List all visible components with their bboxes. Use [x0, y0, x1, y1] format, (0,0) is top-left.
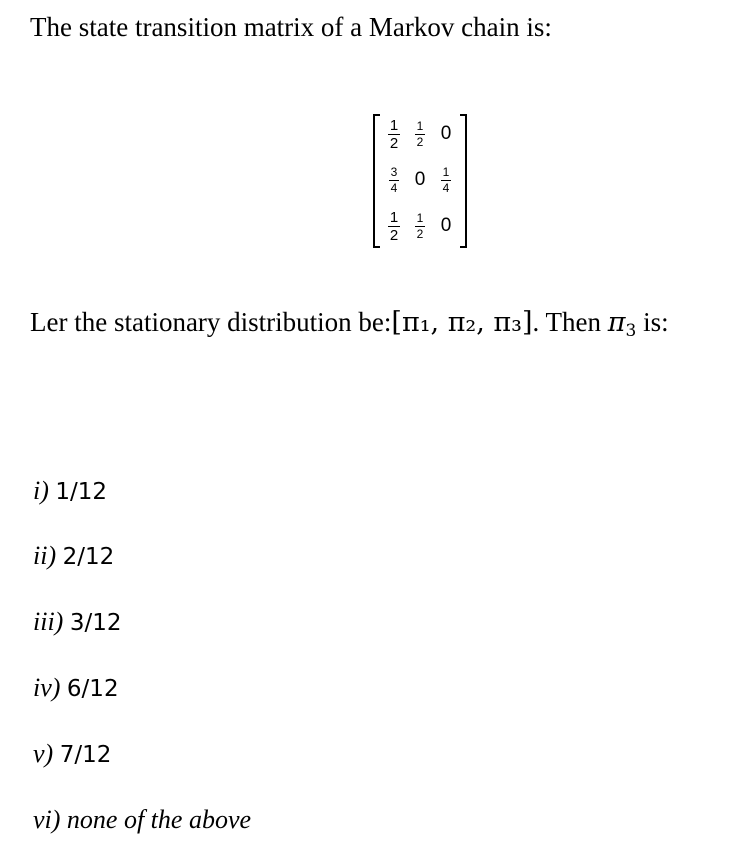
option-iv[interactable] — [33, 673, 119, 703]
option-i[interactable] — [33, 476, 107, 506]
option-ii[interactable] — [33, 541, 114, 571]
option-value: 6/12 — [66, 676, 119, 702]
option-label: ii) — [33, 541, 63, 570]
option-label: vi) — [33, 805, 67, 834]
matrix-cell-r0-c1: $\frac{1}{2}$ — [416, 118, 424, 149]
matrix-cell-r0-c0: $\frac{1}{2}$ — [389, 116, 399, 152]
pi-subscript: 3 — [625, 321, 637, 341]
matrix-cell-r0-c2: 0 — [440, 123, 452, 144]
pi-symbol: π — [607, 307, 626, 338]
option-value: none of the above — [66, 805, 252, 834]
option-value: 7/12 — [59, 742, 112, 768]
matrix-cell-r1-c1: 0 — [414, 169, 426, 190]
option-iii[interactable] — [33, 607, 122, 637]
stationary-prefix: Ler the stationary distribution be: — [30, 307, 392, 337]
matrix-cell-r1-c0: $\frac{3}{4}$ — [390, 164, 398, 195]
stationary-question — [30, 307, 669, 341]
option-label: i) — [33, 476, 56, 505]
matrix-left-bracket — [373, 114, 380, 248]
option-label: iv) — [33, 673, 67, 702]
option-value: 3/12 — [69, 610, 122, 636]
option-vi[interactable] — [33, 805, 251, 835]
matrix-right-bracket — [460, 114, 467, 248]
option-label: v) — [33, 739, 60, 768]
stationary-vector: [π₁, π₂, π₃] — [391, 307, 533, 338]
transition-matrix — [373, 112, 467, 250]
matrix-cell-r2-c2: 0 — [440, 215, 452, 236]
option-value: 2/12 — [62, 544, 115, 570]
stationary-middle: . Then — [532, 307, 608, 337]
stationary-suffix: is: — [636, 307, 669, 337]
matrix-cell-r1-c2: $\frac{1}{4}$ — [442, 164, 450, 195]
matrix-cell-r2-c0: $\frac{1}{2}$ — [389, 208, 399, 244]
option-label: iii) — [33, 607, 70, 636]
matrix-cell-r2-c1: $\frac{1}{2}$ — [416, 210, 424, 241]
problem-intro: The state transition matrix of a Markov chain is: — [30, 12, 552, 42]
option-v[interactable] — [33, 739, 111, 769]
option-value: 1/12 — [55, 479, 108, 505]
